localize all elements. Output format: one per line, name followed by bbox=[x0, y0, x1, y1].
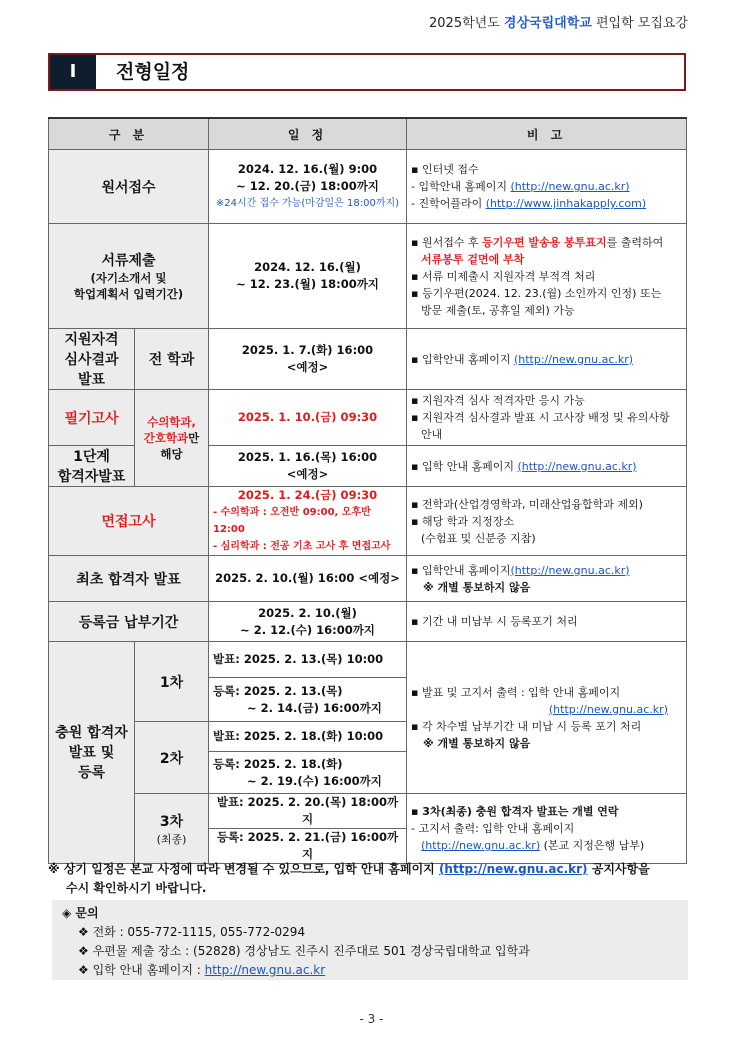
inquiry-web-label: ❖ 입학 안내 홈페이지 : bbox=[78, 963, 205, 977]
col-header-schedule: 일 정 bbox=[209, 118, 407, 150]
col-header-category: 구 분 bbox=[49, 118, 209, 150]
homepage-link[interactable]: (http://new.gnu.ac.kr) bbox=[548, 702, 668, 716]
footnote-text: 수시 확인하시기 바랍니다. bbox=[66, 881, 207, 895]
remark-line: ▪ 인터넷 접수 bbox=[411, 163, 479, 176]
homepage-link[interactable]: (http://new.gnu.ac.kr) bbox=[510, 563, 630, 577]
row-remarks bbox=[407, 446, 687, 487]
schedule-line: 2024. 12. 16.(월) 9:00 bbox=[237, 162, 378, 176]
homepage-link[interactable]: (http://new.gnu.ac.kr) bbox=[510, 180, 630, 193]
inquiry-box bbox=[52, 900, 688, 980]
schedule-line: ~ 2. 14.(금) 16:00까지 bbox=[247, 700, 382, 715]
category-title: 1단계 bbox=[73, 449, 110, 465]
remark-line: 를 출력하여 bbox=[606, 235, 664, 249]
row-schedule bbox=[209, 602, 407, 642]
row-category bbox=[49, 446, 135, 487]
row-category bbox=[49, 329, 135, 390]
remark-line: ▪ 입학 안내 홈페이지 bbox=[411, 459, 518, 473]
row-schedule: 2025. 2. 10.(월) 16:00 <예정> bbox=[209, 556, 407, 602]
category-sub: (자기소개서 및 bbox=[90, 271, 167, 285]
round-label bbox=[135, 794, 209, 864]
remark-line: ▪ 원서접수 후 bbox=[411, 235, 483, 249]
row-dept bbox=[135, 390, 209, 487]
category-title: 서류제출 bbox=[101, 253, 156, 269]
remark-emph: ▪ 3차(최종) 충원 합격자 발표는 개별 연락 bbox=[411, 805, 619, 818]
inquiry-title: ◈ 문의 bbox=[62, 906, 99, 920]
page-number: - 3 - bbox=[359, 1012, 384, 1026]
row-category: 필기고사 bbox=[49, 390, 135, 446]
remark-line: (본교 지정은행 납부) bbox=[540, 839, 645, 852]
row-remarks bbox=[407, 794, 687, 864]
footnote-link[interactable]: (http://new.gnu.ac.kr) bbox=[438, 862, 588, 876]
category-title: 발표 및 bbox=[68, 744, 115, 761]
round-announce: 발표: 2025. 2. 13.(목) 10:00 bbox=[209, 642, 407, 678]
footnote-text: ※ 상기 일정은 본교 사정에 따라 변경될 수 있으므로, 입학 안내 홈페이지 bbox=[48, 862, 439, 876]
footnote bbox=[48, 860, 693, 898]
table-row bbox=[49, 487, 687, 556]
remark-line: ▪ 발표 및 고지서 출력 : 입학 안내 홈페이지 bbox=[411, 685, 621, 699]
homepage-link[interactable]: (http://new.gnu.ac.kr) bbox=[513, 352, 634, 366]
schedule-line: ~ 12. 20.(금) 18:00까지 bbox=[236, 179, 379, 193]
category-title: 합격자발표 bbox=[57, 469, 126, 485]
schedule-note: ※24시간 접수 가능(마감일은 18:00까지) bbox=[215, 198, 400, 209]
page-header bbox=[429, 12, 688, 31]
category-title: 지원자격 bbox=[64, 332, 119, 348]
row-category: 면접고사 bbox=[49, 487, 209, 556]
table-row bbox=[49, 329, 687, 390]
header-suffix: 편입학 모집요강 bbox=[595, 16, 688, 31]
dept-suffix: 만 bbox=[188, 431, 200, 445]
section-title-box bbox=[48, 53, 686, 91]
round-number: 3차 bbox=[159, 813, 184, 830]
remark-emph: 서류봉투 겉면에 부착 bbox=[421, 252, 525, 266]
remark-emph: ※ 개별 통보하지 않음 bbox=[423, 580, 531, 594]
header-year: 2025학년도 bbox=[429, 16, 500, 31]
row-remarks: ▪ 기간 내 미납부 시 등록포기 처리 bbox=[407, 602, 687, 642]
category-sub: 학업계획서 입력기간) bbox=[73, 287, 184, 301]
jinhak-link[interactable]: (http://www.jinhakapply.com) bbox=[485, 197, 647, 210]
row-category bbox=[49, 642, 135, 864]
row-schedule bbox=[209, 329, 407, 390]
remark-line: 방문 제출(토, 공휴일 제외) 가능 bbox=[421, 303, 575, 317]
remark-line: ▪ 입학안내 홈페이지 bbox=[411, 352, 514, 366]
schedule-note: - 심리학과 : 전공 기초 고사 후 면접고사 bbox=[213, 541, 391, 552]
row-category: 원서접수 bbox=[49, 150, 209, 224]
homepage-link[interactable]: (http://new.gnu.ac.kr) bbox=[517, 459, 637, 473]
row-remarks bbox=[407, 390, 687, 446]
remark-line: ▪ 전학과(산업경영학과, 미래산업융합학과 제외) bbox=[411, 497, 643, 511]
schedule-line: 2025. 1. 10.(금) 09:30 bbox=[237, 410, 378, 424]
homepage-link[interactable]: (http://new.gnu.ac.kr) bbox=[421, 839, 541, 852]
remark-line: - 입학안내 홈페이지 bbox=[411, 180, 511, 193]
schedule-line: ~ 2. 12.(수) 16:00까지 bbox=[240, 622, 375, 637]
dept-name: 간호학과 bbox=[143, 431, 189, 445]
row-schedule bbox=[209, 487, 407, 556]
remark-line: ▪ 지원자격 심사 적격자만 응시 가능 bbox=[411, 394, 585, 407]
row-schedule bbox=[209, 446, 407, 487]
table-row bbox=[49, 224, 687, 329]
inquiry-web-link[interactable]: http://new.gnu.ac.kr bbox=[204, 963, 326, 977]
remark-line: ▪ 서류 미제출시 지원자격 부적격 처리 bbox=[411, 269, 596, 283]
table-row bbox=[49, 150, 687, 224]
row-remarks bbox=[407, 487, 687, 556]
remark-line: (수험표 및 신분증 지참) bbox=[421, 531, 536, 545]
table-row bbox=[49, 642, 687, 678]
category-title: 충원 합격자 bbox=[55, 724, 128, 741]
category-title: 심사결과 bbox=[64, 352, 119, 368]
round-sub: (최종) bbox=[156, 832, 187, 846]
section-title: 전형일정 bbox=[116, 61, 190, 83]
row-remarks bbox=[407, 556, 687, 602]
footnote-text: 공지사항을 bbox=[587, 862, 650, 876]
remark-line: ▪ 각 차수별 납부기간 내 미납 시 등록 포기 처리 bbox=[411, 719, 642, 733]
row-category: 최초 합격자 발표 bbox=[49, 556, 209, 602]
remark-line: - 고지서 출력: 입학 안내 홈페이지 bbox=[411, 822, 575, 835]
remark-line: ▪ 등기우편(2024. 12. 23.(월) 소인까지 인정) 또는 bbox=[411, 286, 662, 300]
row-category: 등록금 납부기간 bbox=[49, 602, 209, 642]
dept-name: 수의학과, bbox=[147, 415, 196, 429]
row-dept: 전 학과 bbox=[135, 329, 209, 390]
col-header-remarks: 비 고 bbox=[407, 118, 687, 150]
schedule-note: - 수의학과 : 오전반 09:00, 오후반 12:00 bbox=[213, 507, 371, 535]
header-school: 경상국립대학교 bbox=[503, 16, 592, 31]
round-register: 등록: 2025. 2. 21.(금) 16:00까지 bbox=[209, 829, 407, 864]
row-remarks bbox=[407, 150, 687, 224]
schedule-line: ~ 2. 19.(수) 16:00까지 bbox=[247, 773, 382, 788]
round-label: 1차 bbox=[135, 642, 209, 722]
schedule-line: 2025. 2. 10.(월) bbox=[258, 605, 357, 620]
table-row bbox=[49, 602, 687, 642]
schedule-line: 등록: 2025. 2. 18.(화) bbox=[213, 756, 343, 771]
schedule-line: <예정> bbox=[286, 467, 329, 481]
remark-emph: ※ 개별 통보하지 않음 bbox=[423, 736, 531, 750]
schedule-table bbox=[48, 117, 687, 864]
round-announce: 발표: 2025. 2. 18.(화) 10:00 bbox=[209, 722, 407, 752]
round-announce: 발표: 2025. 2. 20.(목) 18:00까지 bbox=[209, 794, 407, 829]
inquiry-phone: ❖ 전화 : 055-772-1115, 055-772-0294 bbox=[78, 925, 306, 939]
schedule-line: 2025. 1. 16.(목) 16:00 bbox=[237, 450, 378, 464]
section-number: I bbox=[50, 55, 96, 89]
round-register bbox=[209, 678, 407, 722]
round-label: 2차 bbox=[135, 722, 209, 794]
schedule-line: 2025. 1. 7.(화) 16:00 bbox=[241, 343, 374, 357]
row-remarks bbox=[407, 642, 687, 794]
row-schedule bbox=[209, 390, 407, 446]
remark-line: 안내 bbox=[421, 428, 443, 441]
category-title: 등록 bbox=[77, 764, 106, 781]
row-schedule bbox=[209, 150, 407, 224]
remark-line: ▪ 지원자격 심사결과 발표 시 고사장 배정 및 유의사항 bbox=[411, 411, 670, 424]
table-header-row bbox=[49, 118, 687, 150]
remark-line: - 진학어플라이 bbox=[411, 197, 486, 210]
row-remarks bbox=[407, 224, 687, 329]
table-row bbox=[49, 794, 687, 829]
remark-line: ▪ 입학안내 홈페이지 bbox=[411, 563, 511, 577]
dept-suffix: 해당 bbox=[160, 447, 183, 461]
table-row bbox=[49, 556, 687, 602]
schedule-line: 2024. 12. 16.(월) bbox=[254, 260, 361, 274]
row-schedule bbox=[209, 224, 407, 329]
table-row bbox=[49, 390, 687, 446]
category-title: 발표 bbox=[77, 372, 106, 388]
remark-line: ▪ 해당 학과 지정장소 bbox=[411, 514, 514, 528]
schedule-line: 2025. 1. 24.(금) 09:30 bbox=[237, 488, 378, 502]
remark-emph: 등기우편 발송용 봉투표지 bbox=[482, 235, 607, 249]
inquiry-address: ❖ 우편물 제출 장소 : (52828) 경상남도 진주시 진주대로 501 경상국립대학교 입학과 bbox=[78, 944, 530, 958]
schedule-line: 등록: 2025. 2. 13.(목) bbox=[213, 683, 343, 698]
schedule-line: ~ 12. 23.(월) 18:00까지 bbox=[236, 277, 379, 291]
schedule-line: <예정> bbox=[286, 360, 329, 374]
row-category bbox=[49, 224, 209, 329]
round-register bbox=[209, 752, 407, 794]
row-remarks bbox=[407, 329, 687, 390]
